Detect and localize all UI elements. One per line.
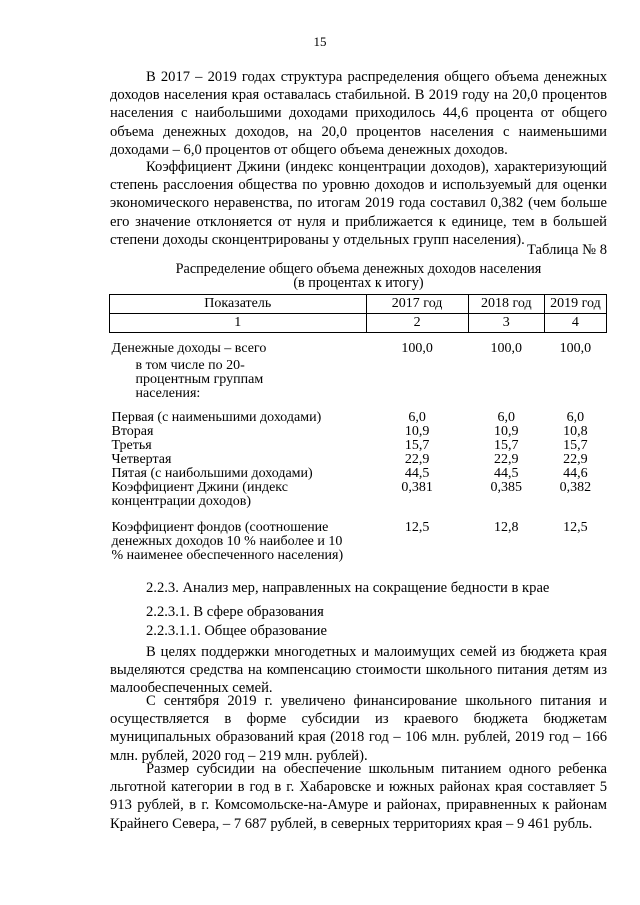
row-label: Денежные доходы – всего [111,341,267,356]
paragraph-text: В 2017 – 2019 годах структура распределения общего объема денежных доходов населения края оставалась стабильной. В 2019 году на 20,0 процентов населения с наибольшими доходами приходилось 44,6 процента от общего объема денежных доходов, на 20,0 процентов населения с наименьшими доходами – 6,0 процентов от общего объема денежных доходов. [110,69,607,158]
paragraph-school-meals-support [110,643,607,698]
table-row [110,509,607,563]
table-title: Распределение общего объема денежных доходов населения [175,261,542,277]
row-value-2018: 15,7 [494,437,519,453]
row-value-2017: 6,0 [408,409,426,425]
row-value-2019: 10,8 [563,423,588,439]
row-value-2017 [366,359,468,401]
table-row [110,439,607,453]
paragraph-income-structure [110,68,607,159]
paragraph-text: Коэффициент Джини (индекс концентрации доходов), характеризующий степень расслоения общества по уровню доходов и используемый для оценки экономического неравенства, по итогам 2019 года составил 0,382 (чем больше его значение отклоняется от нуля и приближается к единице, тем в большей степени доходы сконцентрированы у отдельных групп населения). [110,159,607,248]
row-label: Коэффициент Джини (индекс концентрации доходов) [111,479,288,509]
table-colnum-row [110,314,607,333]
row-value-2017: 10,9 [404,423,430,439]
row-value-2017: 22,9 [404,451,430,467]
row-value-2019 [544,359,606,401]
page-number: 15 [313,34,327,49]
row-value-2017: 44,5 [404,465,430,481]
table-row [110,481,607,509]
colnum-3: 3 [468,314,544,333]
row-value-2019: 12,5 [563,519,588,535]
row-label: Коэффициент фондов (соотношение денежных доходов 10 % наиболее и 10 % наименее обеспеченного населения) [111,519,344,563]
income-distribution-table [109,294,607,563]
row-value-2018: 12,8 [494,519,519,535]
row-value-2017: 100,0 [401,341,433,356]
header-2017: 2017 год [366,295,468,314]
paragraph-subsidy-size [110,760,607,833]
paragraph-text: В целях поддержки многодетных и малоимущих семей из бюджета края выделяются средства на компенсацию стоимости школьного питания детям из малообеспеченных семей. [110,644,607,697]
row-value-2018: 22,9 [494,451,519,467]
row-value-2017: 12,5 [404,519,430,535]
table-number: Таблица № 8 [527,242,607,258]
paragraph-text: Размер субсидии на обеспечение школьным питанием одного ребенка льготной категории в год в г. Хабаровске и южных районах края составляет 5 913 рублей, в г. Комсомольске-на-Амуре и районах, приравненных к районам Крайнего Севера, – 7 687 рублей, в северных территориях края – 9 461 рубль. [110,761,607,832]
paragraph-text: С сентября 2019 г. увеличено финансирование школьного питания и осуществляется в форме субсидии из краевого бюджета бюджетам муниципальных образований края (2018 год – 106 млн. рублей, 2019 год – 166 млн. рублей, 2020 год – 219 млн. рублей). [110,693,607,764]
row-value-2018: 10,9 [494,423,519,439]
header-2019: 2019 год [544,295,606,314]
row-value-2019: 100,0 [559,341,592,356]
table-row [110,425,607,439]
section-heading-2-2-3: 2.2.3. Анализ мер, направленных на сокращение бедности в крае [146,580,550,596]
section-heading-2-2-3-1: 2.2.3.1. В сфере образования [146,604,324,620]
table-header-row [110,295,607,314]
colnum-2: 2 [366,314,468,333]
row-value-2019: 15,7 [563,437,588,453]
colnum-1: 1 [110,314,367,333]
row-value-2018: 44,5 [494,465,519,481]
row-value-2018: 100,0 [490,341,523,356]
row-label: Третья [111,437,152,453]
table-row [110,467,607,481]
row-value-2017: 0,381 [401,479,433,495]
row-value-2018 [468,359,544,401]
row-value-2019: 0,382 [559,479,592,495]
row-value-2017: 15,7 [404,437,430,453]
header-indicator: Показатель [110,295,367,314]
section-heading-2-2-3-1-1: 2.2.3.1.1. Общее образование [146,623,327,639]
row-label: Вторая [111,423,154,439]
table-row [110,333,607,359]
table-row [110,359,607,401]
row-label: Четвертая [111,451,172,467]
row-label: Первая (с наименьшими доходами) [111,409,322,425]
row-value-2019: 44,6 [563,465,588,481]
table-row [110,453,607,467]
header-2018: 2018 год [468,295,544,314]
colnum-4: 4 [544,314,606,333]
row-value-2018: 6,0 [497,409,516,425]
table-row [110,401,607,425]
row-value-2019: 22,9 [563,451,588,467]
table-caption [110,262,607,290]
paragraph-gini [110,158,607,249]
row-label: Пятая (с наибольшими доходами) [111,465,313,481]
table-subtitle: (в процентах к итогу) [293,275,424,291]
paragraph-financing [110,692,607,765]
row-value-2019: 6,0 [566,409,585,425]
row-label: в том числе по 20-процентным группам населения: [135,357,264,401]
row-value-2018: 0,385 [490,479,523,495]
